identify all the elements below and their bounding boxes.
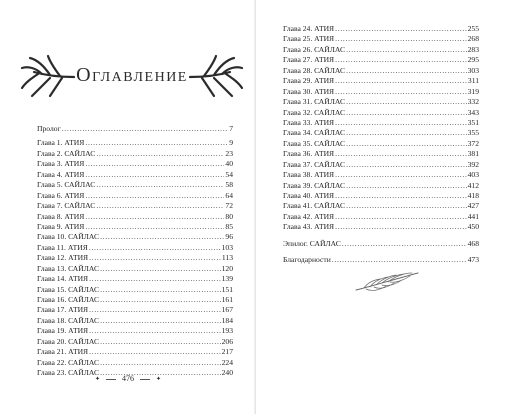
toc-entry-label: Глава 20. САЙЛАС (37, 336, 100, 346)
right-page (256, 0, 512, 414)
toc-entry-page: 418 (467, 191, 479, 200)
toc-entry-label: Глава 19. АТИЯ (37, 326, 89, 336)
toc-entry-page: 40 (225, 159, 233, 169)
toc-leader-dots (85, 191, 224, 201)
toc-leader-dots (96, 149, 224, 159)
toc-leader-dots (89, 347, 220, 357)
toc-entry-label: Глава 30. АТИЯ (283, 86, 335, 96)
toc-entry-label: Эпилог. САЙЛАС (283, 238, 341, 248)
toc-leader-dots (100, 232, 224, 242)
toc-leader-dots (335, 170, 466, 180)
toc-leader-dots (100, 316, 221, 326)
toc-leader-dots (335, 55, 466, 65)
toc-entry[interactable] (283, 118, 479, 128)
toc-entry-label: Глава 24. АТИЯ (283, 24, 335, 33)
toc-entry[interactable] (37, 295, 233, 305)
toc-entry-label: Глава 38. АТИЯ (283, 170, 335, 180)
toc-entry-label: Глава 21. АТИЯ (37, 347, 89, 357)
toc-heading: Оглавление (76, 64, 188, 86)
toc-entry-label: Глава 37. САЙЛАС (283, 159, 346, 169)
toc-entry[interactable] (283, 222, 479, 232)
toc-entry-page: 64 (225, 190, 233, 200)
toc-entry[interactable] (283, 160, 479, 170)
toc-list-left (37, 124, 233, 379)
toc-leader-dots (346, 45, 467, 55)
toc-entry-page: 80 (225, 211, 233, 221)
toc-leader-dots (85, 212, 224, 222)
toc-entry[interactable] (37, 222, 233, 232)
toc-entry[interactable] (283, 170, 479, 180)
toc-leader-dots (89, 326, 220, 336)
toc-entry-page: 295 (467, 55, 479, 65)
toc-leader-dots (89, 253, 221, 263)
toc-entry[interactable] (283, 66, 479, 76)
toc-entry-page: 355 (467, 128, 479, 138)
toc-entry-page: 85 (225, 221, 233, 231)
toc-entry[interactable] (283, 87, 479, 97)
toc-leader-dots (335, 87, 466, 97)
toc-entry[interactable] (283, 76, 479, 86)
page-number-footer (0, 374, 256, 383)
toc-entry-label: Глава 17. АТИЯ (37, 305, 89, 315)
toc-entry-page: 372 (467, 138, 479, 148)
toc-entry-page: 96 (225, 232, 233, 242)
toc-entry[interactable] (37, 180, 233, 190)
toc-entry-label: Глава 40. АТИЯ (283, 191, 335, 200)
toc-entry-page: 332 (467, 97, 479, 107)
toc-leader-dots (335, 191, 466, 201)
toc-entry[interactable] (37, 232, 233, 242)
toc-entry-label: Глава 43. АТИЯ (283, 222, 335, 232)
toc-entry[interactable] (37, 243, 233, 253)
toc-entry[interactable] (37, 274, 233, 284)
toc-entry-label: Глава 34. САЙЛАС (283, 128, 346, 138)
toc-entry-page: 72 (225, 201, 233, 211)
toc-entry-page: 427 (467, 201, 479, 211)
toc-entry-page: 167 (221, 305, 233, 315)
toc-entry-page: 120 (221, 263, 233, 273)
toc-entry[interactable] (37, 201, 233, 211)
toc-entry-label: Глава 9. АТИЯ (37, 221, 85, 231)
toc-leader-dots (100, 264, 221, 274)
toc-entry[interactable] (37, 159, 233, 169)
toc-entry-label: Глава 25. АТИЯ (283, 34, 335, 44)
toc-entry-label: Глава 2. САЙЛАС (37, 148, 96, 158)
footer-ornament-right-icon: ✦ (156, 376, 162, 383)
toc-entry[interactable] (37, 337, 233, 347)
toc-entry-page: 303 (467, 65, 479, 75)
toc-entry-label: Глава 12. АТИЯ (37, 253, 89, 263)
toc-entry[interactable] (37, 191, 233, 201)
toc-entry-label: Глава 8. АТИЯ (37, 211, 85, 221)
toc-entry-label: Глава 28. САЙЛАС (283, 65, 346, 75)
toc-entry-label: Глава 1. АТИЯ (37, 138, 85, 148)
toc-entry-page: 351 (467, 117, 479, 127)
toc-leader-dots (342, 239, 467, 249)
toc-entry-label: Глава 33. АТИЯ (283, 117, 335, 127)
toc-leader-dots (335, 212, 466, 222)
toc-entry-label: Глава 3. АТИЯ (37, 159, 85, 169)
toc-leader-dots (346, 139, 467, 149)
toc-entry-label: Глава 10. САЙЛАС (37, 232, 100, 242)
toc-leader-dots (346, 97, 467, 107)
toc-entry-label: Глава 4. АТИЯ (37, 169, 85, 179)
toc-leader-dots (100, 285, 221, 295)
toc-entry-page: 403 (467, 170, 479, 180)
toc-entry-page: 255 (467, 24, 479, 33)
toc-entry[interactable] (37, 253, 233, 263)
toc-leader-dots (346, 108, 467, 118)
toc-entry-label: Глава 27. АТИЯ (283, 55, 335, 65)
toc-entry[interactable] (283, 128, 479, 138)
toc-entry-page: 343 (467, 107, 479, 117)
toc-entry[interactable] (283, 108, 479, 118)
toc-entry-page: 441 (467, 211, 479, 221)
toc-entry-page: 412 (467, 180, 479, 190)
toc-entry[interactable] (37, 316, 233, 326)
toc-entry[interactable] (283, 201, 479, 211)
feather-icon (352, 270, 422, 294)
toc-entry-label: Глава 5. САЙЛАС (37, 180, 96, 190)
toc-leader-dots (346, 66, 467, 76)
toc-leader-dots (96, 201, 224, 211)
toc-entry-page: 268 (467, 34, 479, 44)
footer-rule-right (140, 379, 150, 380)
toc-entry-label: Глава 18. САЙЛАС (37, 315, 100, 325)
toc-entry-page: 224 (221, 357, 233, 367)
toc-entry-label: Глава 39. САЙЛАС (283, 180, 346, 190)
toc-entry[interactable] (37, 326, 233, 336)
toc-list-right (283, 24, 479, 266)
toc-entry-page: 58 (225, 180, 233, 190)
toc-entry-page: 184 (221, 315, 233, 325)
toc-leader-dots (96, 180, 224, 190)
toc-entry-page: 161 (221, 295, 233, 304)
toc-entry-page: 139 (221, 274, 233, 284)
toc-entry[interactable] (37, 264, 233, 274)
toc-entry-label: Глава 16. САЙЛАС (37, 295, 100, 304)
toc-entry[interactable] (283, 24, 479, 34)
footer-rule-left (106, 379, 116, 380)
toc-entry-page: 206 (221, 336, 233, 346)
toc-leader-dots (89, 243, 221, 253)
toc-leader-dots (346, 160, 467, 170)
footer-ornament-left-icon: ✦ (94, 376, 100, 383)
toc-leader-dots (89, 305, 220, 315)
toc-entry[interactable] (37, 138, 233, 148)
toc-entry-label: Глава 42. АТИЯ (283, 211, 335, 221)
toc-entry[interactable] (283, 239, 479, 249)
toc-entry-page: 311 (467, 76, 479, 86)
toc-leader-dots (346, 128, 467, 138)
toc-entry-page: 450 (467, 222, 479, 232)
toc-entry-label: Благодарности (283, 255, 331, 265)
toc-entry-page: 240 (221, 368, 233, 378)
toc-leader-dots (100, 337, 221, 347)
toc-entry[interactable] (283, 149, 479, 159)
antler-flourish-right-icon (188, 52, 244, 100)
toc-entry[interactable] (283, 139, 479, 149)
toc-entry[interactable] (283, 55, 479, 65)
toc-entry-page: 193 (221, 326, 233, 336)
toc-entry-label: Глава 26. САЙЛАС (283, 44, 346, 54)
toc-entry-page: 7 (229, 124, 233, 133)
toc-entry-label: Глава 41. САЙЛАС (283, 201, 346, 211)
toc-leader-dots (85, 222, 224, 232)
toc-entry-page: 392 (467, 159, 479, 169)
toc-entry-label: Глава 6. АТИЯ (37, 190, 85, 200)
toc-entry-page: 54 (225, 169, 233, 179)
page-number: 476 (122, 374, 134, 383)
toc-leader-dots (100, 358, 221, 368)
toc-entry-label: Глава 23. САЙЛАС (37, 368, 100, 378)
toc-entry[interactable] (283, 191, 479, 201)
toc-entry-page: 381 (467, 149, 479, 159)
toc-entry[interactable] (37, 305, 233, 315)
toc-entry-label: Глава 7. САЙЛАС (37, 201, 96, 211)
toc-leader-dots (346, 201, 467, 211)
toc-entry-page: 9 (229, 138, 233, 148)
toc-entry-label: Глава 11. АТИЯ (37, 242, 88, 252)
toc-entry-page: 23 (225, 148, 233, 158)
toc-entry[interactable] (283, 97, 479, 107)
toc-entry[interactable] (283, 45, 479, 55)
toc-leader-dots (335, 149, 466, 159)
toc-leader-dots (346, 181, 467, 191)
toc-entry-page: 151 (221, 284, 233, 294)
toc-leader-dots (85, 159, 224, 169)
toc-entry-label: Глава 29. АТИЯ (283, 76, 335, 86)
toc-entry-page: 283 (467, 44, 479, 54)
toc-entry-label: Глава 14. АТИЯ (37, 274, 89, 284)
toc-leader-dots (335, 24, 466, 34)
toc-leader-dots (335, 118, 466, 128)
toc-entry[interactable] (283, 212, 479, 222)
toc-entry[interactable] (37, 212, 233, 222)
toc-entry[interactable] (283, 181, 479, 191)
toc-entry-page: 468 (467, 238, 479, 248)
toc-entry[interactable] (283, 34, 479, 44)
toc-entry[interactable] (37, 347, 233, 357)
toc-leader-dots (100, 295, 221, 305)
toc-entry[interactable] (37, 149, 233, 159)
toc-leader-dots (85, 170, 224, 180)
toc-entry-label: Глава 13. САЙЛАС (37, 263, 100, 273)
toc-entry-label: Глава 35. САЙЛАС (283, 138, 346, 148)
toc-entry[interactable] (37, 170, 233, 180)
toc-leader-dots (85, 138, 228, 148)
toc-entry[interactable] (37, 124, 233, 134)
toc-entry-page: 473 (467, 255, 479, 265)
toc-entry-page: 113 (221, 253, 233, 263)
toc-leader-dots (335, 34, 466, 44)
toc-entry-label: Пролог (37, 124, 61, 133)
toc-entry-label: Глава 32. САЙЛАС (283, 107, 346, 117)
toc-entry-label: Глава 31. САЙЛАС (283, 97, 346, 107)
toc-entry-page: 103 (221, 242, 233, 252)
toc-entry-page: 217 (221, 347, 233, 357)
toc-leader-dots (335, 76, 467, 86)
toc-entry-label: Глава 36. АТИЯ (283, 149, 335, 159)
toc-leader-dots (89, 274, 220, 284)
toc-leader-dots (62, 124, 229, 134)
toc-leader-dots (332, 255, 467, 265)
toc-entry[interactable] (37, 358, 233, 368)
toc-entry-label: Глава 22. САЙЛАС (37, 357, 100, 367)
toc-entry[interactable] (283, 255, 479, 265)
heading-block (20, 52, 244, 100)
toc-entry-label: Глава 15. САЙЛАС (37, 284, 100, 294)
toc-leader-dots (335, 222, 466, 232)
toc-entry-page: 319 (467, 86, 479, 96)
toc-entry[interactable] (37, 285, 233, 295)
